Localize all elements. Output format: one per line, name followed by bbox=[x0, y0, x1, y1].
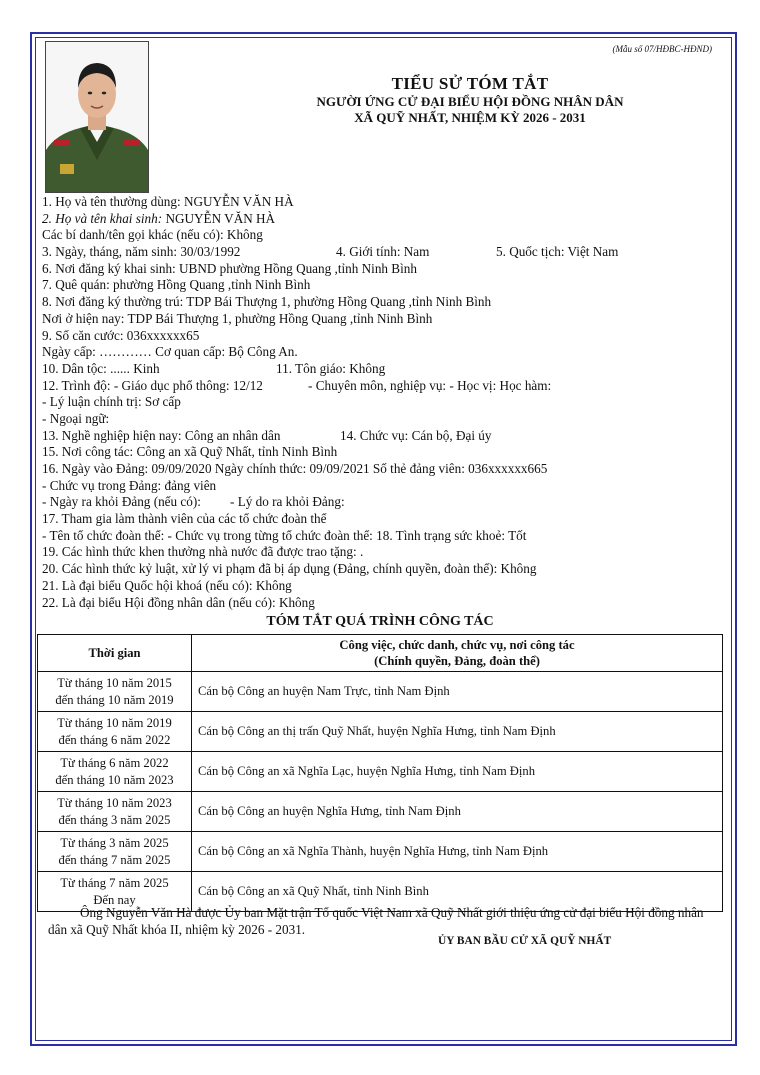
document-header bbox=[250, 74, 690, 126]
field-common-name bbox=[42, 194, 722, 211]
time-to: đến tháng 7 năm 2025 bbox=[58, 852, 171, 867]
field-text: 8. Nơi đăng ký thường trú: TDP Bái Thượng 1, phường Hồng Quang ,tỉnh Ninh Bình bbox=[42, 294, 492, 310]
document-title: TIỂU SỬ TÓM TẮT bbox=[391, 74, 549, 93]
field-birth-name bbox=[42, 211, 722, 228]
work-history-table bbox=[37, 634, 723, 912]
field-text: Nơi ở hiện nay: TDP Bái Thượng 1, phường Hồng Quang ,tỉnh Ninh Bình bbox=[42, 310, 433, 326]
field-value: NGUYỄN VĂN HÀ bbox=[162, 210, 276, 226]
field-label: 2. Họ và tên khai sinh: bbox=[42, 210, 163, 226]
work-history-title: TÓM TẮT QUÁ TRÌNH CÔNG TÁC bbox=[266, 614, 494, 629]
time-cell bbox=[38, 752, 192, 792]
field-text: 15. Nơi công tác: Công an xã Quỹ Nhất, tỉnh Ninh Bình bbox=[42, 444, 338, 460]
introduction-paragraph: Ông Nguyễn Văn Hà được Ủy ban Mặt trận Tổ quốc Việt Nam xã Quỹ Nhất giới thiệu ứng cử đại biểu Hội đồng nhân dân xã Quỹ Nhất khóa II, nhiệm kỳ 2026 - 2031. bbox=[48, 905, 704, 937]
field-text: 7. Quê quán: phường Hồng Quang ,tỉnh Ninh Bình bbox=[42, 277, 311, 293]
field-party-position bbox=[42, 478, 722, 495]
election-committee-signature: ỦY BAN BẦU CỬ XÃ QUỸ NHẤT bbox=[438, 935, 612, 947]
field-permanent-residence bbox=[42, 294, 722, 311]
field-peoples-council bbox=[42, 595, 722, 612]
field-hometown bbox=[42, 277, 722, 294]
time-to: đến tháng 10 năm 2023 bbox=[55, 772, 174, 787]
field-political-theory bbox=[42, 394, 722, 411]
field-ethnicity-religion bbox=[42, 361, 722, 378]
field-text: 20. Các hình thức kỷ luật, xử lý vi phạm đã bị áp dụng (Đảng, chính quyền, đoàn thể): Không bbox=[42, 561, 537, 577]
field-text: - Ngoại ngữ: bbox=[42, 410, 110, 426]
field-text: 9. Số căn cước: 036xxxxxx65 bbox=[42, 327, 200, 343]
field-organizations bbox=[42, 511, 722, 528]
field-text: 21. Là đại biểu Quốc hội khoá (nếu có): Không bbox=[42, 577, 292, 593]
time-from: Từ tháng 3 năm 2025 bbox=[60, 835, 169, 850]
field-awards bbox=[42, 544, 722, 561]
field-text: 1. Họ và tên thường dùng: NGUYỄN VĂN HÀ bbox=[42, 194, 294, 209]
form-code: (Mẫu số 07/HĐBC-HĐND) bbox=[612, 44, 712, 54]
field-text: Ngày cấp: ………… Cơ quan cấp: Bộ Công An. bbox=[42, 344, 298, 360]
field-birth-gender-nationality bbox=[42, 244, 722, 261]
job-cell: Cán bộ Công an thị trấn Quỹ Nhất, huyện Nghĩa Hưng, tỉnh Nam Định bbox=[192, 712, 723, 752]
table-row bbox=[38, 752, 723, 792]
field-education-professional: - Chuyên môn, nghiệp vụ: - Học vị: Học hàm: bbox=[308, 377, 552, 393]
table-row bbox=[38, 832, 723, 872]
time-from: Từ tháng 6 năm 2022 bbox=[60, 755, 169, 770]
job-cell: Cán bộ Công an xã Quỹ Nhất, tỉnh Ninh Bình bbox=[192, 872, 723, 912]
field-foreign-language bbox=[42, 411, 722, 428]
table-header-row bbox=[38, 635, 723, 672]
field-birth-registration bbox=[42, 261, 722, 278]
field-education-general: 12. Trình độ: - Giáo dục phổ thông: 12/12 bbox=[42, 377, 263, 393]
field-party-leave bbox=[42, 494, 722, 511]
field-party-leave-date: - Ngày ra khỏi Đảng (nếu có): bbox=[42, 494, 201, 510]
field-position: 14. Chức vụ: Cán bộ, Đại úy bbox=[340, 427, 492, 443]
document-subtitle-1: NGƯỜI ỨNG CỬ ĐẠI BIỂU HỘI ĐỒNG NHÂN DÂN bbox=[316, 94, 624, 109]
time-to: đến tháng 6 năm 2022 bbox=[58, 732, 171, 747]
portrait-photo bbox=[45, 41, 149, 193]
time-cell bbox=[38, 712, 192, 752]
field-current-residence bbox=[42, 311, 722, 328]
field-occupation: 13. Nghề nghiệp hiện nay: Công an nhân dân bbox=[42, 427, 281, 443]
field-organization-health bbox=[42, 528, 722, 545]
table-row bbox=[38, 712, 723, 752]
portrait-illustration bbox=[46, 42, 148, 192]
table-row bbox=[38, 792, 723, 832]
time-to: đến tháng 10 năm 2019 bbox=[55, 692, 174, 707]
field-discipline bbox=[42, 561, 722, 578]
time-cell bbox=[38, 792, 192, 832]
table-row bbox=[38, 672, 723, 712]
time-from: Từ tháng 10 năm 2019 bbox=[57, 715, 172, 730]
job-cell: Cán bộ Công an xã Nghĩa Lạc, huyện Nghĩa Hưng, tỉnh Nam Định bbox=[192, 752, 723, 792]
field-id-number bbox=[42, 328, 722, 345]
time-cell bbox=[38, 832, 192, 872]
field-text: 19. Các hình thức khen thưởng nhà nước đã được trao tặng: . bbox=[42, 544, 364, 560]
field-text: - Lý luận chính trị: Sơ cấp bbox=[42, 394, 181, 410]
time-to: Đến nay bbox=[93, 892, 136, 907]
header-time: Thời gian bbox=[38, 635, 192, 672]
header-job-line2: (Chính quyền, Đảng, đoàn thể) bbox=[374, 654, 540, 668]
time-from: Từ tháng 10 năm 2015 bbox=[57, 675, 172, 690]
field-text: 16. Ngày vào Đảng: 09/09/2020 Ngày chính thức: 09/09/2021 Số thẻ đảng viên: 036xxxxxx665 bbox=[42, 461, 548, 476]
job-cell: Cán bộ Công an huyện Nam Trực, tỉnh Nam Định bbox=[192, 672, 723, 712]
field-nationality: 5. Quốc tịch: Việt Nam bbox=[496, 244, 619, 260]
field-education bbox=[42, 378, 722, 395]
field-aliases bbox=[42, 227, 722, 244]
time-to: đến tháng 3 năm 2025 bbox=[58, 812, 171, 827]
biography-fields bbox=[42, 194, 722, 611]
field-ethnicity: 10. Dân tộc: ...... Kinh bbox=[42, 360, 160, 376]
time-from: Từ tháng 7 năm 2025 bbox=[60, 875, 169, 890]
field-workplace bbox=[42, 444, 722, 461]
header-job bbox=[192, 635, 723, 672]
field-religion: 11. Tôn giáo: Không bbox=[276, 360, 386, 376]
field-id-issue bbox=[42, 344, 722, 361]
header-job-line1: Công việc, chức danh, chức vụ, nơi công tác bbox=[339, 638, 575, 652]
field-text: - Chức vụ trong Đảng: đảng viên bbox=[42, 477, 217, 493]
field-dob: 3. Ngày, tháng, năm sinh: 30/03/1992 bbox=[42, 244, 241, 260]
job-cell: Cán bộ Công an huyện Nghĩa Hưng, tỉnh Nam Định bbox=[192, 792, 723, 832]
time-from: Từ tháng 10 năm 2023 bbox=[57, 795, 172, 810]
job-cell: Cán bộ Công an xã Nghĩa Thành, huyện Nghĩa Hưng, tỉnh Nam Định bbox=[192, 832, 723, 872]
time-cell bbox=[38, 672, 192, 712]
field-party-join bbox=[42, 461, 722, 478]
field-text: 22. Là đại biểu Hội đồng nhân dân (nếu có): Không bbox=[42, 594, 315, 610]
document-subtitle-2: XÃ QUỸ NHẤT, NHIỆM KỲ 2026 - 2031 bbox=[354, 110, 586, 125]
field-text: 6. Nơi đăng ký khai sinh: UBND phường Hồng Quang ,tỉnh Ninh Bình bbox=[42, 260, 417, 276]
field-gender: 4. Giới tính: Nam bbox=[336, 244, 430, 260]
field-text: Các bí danh/tên gọi khác (nếu có): Không bbox=[42, 227, 263, 243]
field-occupation-position bbox=[42, 428, 722, 445]
field-national-assembly bbox=[42, 578, 722, 595]
field-text: - Tên tổ chức đoàn thể: - Chức vụ trong từng tổ chức đoàn thể: 18. Tình trạng sức khoẻ: Tốt bbox=[42, 527, 527, 543]
field-party-leave-reason: - Lý do ra khỏi Đảng: bbox=[230, 494, 345, 510]
field-text: 17. Tham gia làm thành viên của các tổ chức đoàn thể bbox=[42, 511, 327, 527]
